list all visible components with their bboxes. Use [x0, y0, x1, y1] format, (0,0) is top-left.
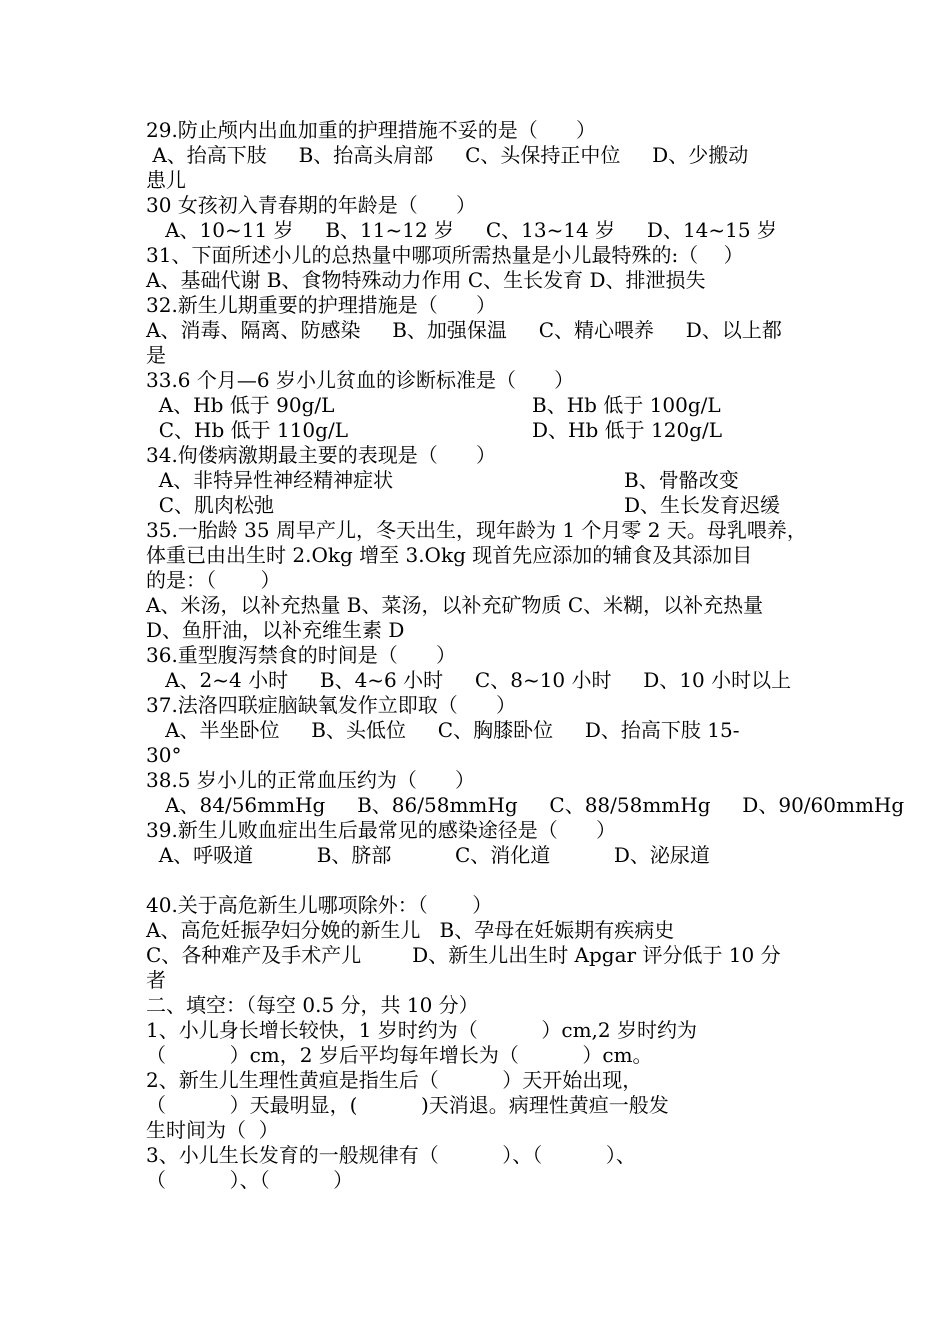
option-line: 30°	[146, 743, 182, 767]
option-text: C、肌肉松弛	[146, 493, 275, 517]
question-stem: 31、下面所述小儿的总热量中哪项所需热量是小儿最特殊的:（ ）	[146, 243, 744, 267]
fill-blank-line: 2、新生儿生理性黄疸是指生后（ ）天开始出现，	[146, 1068, 643, 1092]
fill-blank-line: （ ）cm，2 岁后平均每年增长为（ ）cm。	[146, 1043, 653, 1067]
option-text: B、Hb 低于 100g/L	[532, 393, 721, 417]
spacer	[146, 868, 826, 893]
question-stem: 36.重型腹泻禁食的时间是（ ）	[146, 643, 456, 667]
question-stem: 29.防止颅内出血加重的护理措施不妥的是（ ）	[146, 118, 596, 142]
question-stem: 40.关于高危新生儿哪项除外：（ ）	[146, 893, 493, 917]
section-heading: 二、填空：（每空 0.5 分，共 10 分）	[146, 993, 479, 1017]
option-text: D、Hb 低于 120g/L	[532, 418, 722, 442]
option-text: D、生长发育迟缓	[624, 493, 781, 517]
fill-blank-line: 3、小儿生长发育的一般规律有（ ）、（ ）、	[146, 1143, 636, 1167]
option-line: A、高危妊振孕妇分娩的新生儿 B、孕母在妊娠期有疾病史	[146, 918, 675, 942]
question-stem: 34.佝偻病激期最主要的表现是（ ）	[146, 443, 496, 467]
option-line: A、10~11 岁 B、11~12 岁 C、13~14 岁 D、14~15 岁	[146, 218, 777, 242]
option-row	[146, 493, 826, 518]
option-line: A、半坐卧位 B、头低位 C、胸膝卧位 D、抬高下肢 15-	[146, 718, 740, 742]
fill-blank-line: 生时间为（ ）	[146, 1118, 279, 1142]
option-line: 者	[146, 968, 166, 992]
question-stem: 33.6 个月—6 岁小儿贫血的诊断标准是（ ）	[146, 368, 575, 392]
option-line: A、抬高下肢 B、抬高头肩部 C、头保持正中位 D、少搬动	[146, 143, 749, 167]
fill-blank-line: （ ）、（ ）	[146, 1168, 354, 1192]
document-page	[146, 118, 905, 1193]
option-text: C、Hb 低于 110g/L	[146, 418, 348, 442]
option-line: 是	[146, 343, 166, 367]
option-line: A、2~4 小时 B、4~6 小时 C、8~10 小时 D、10 小时以上	[146, 668, 792, 692]
option-text: A、Hb 低于 90g/L	[146, 393, 335, 417]
option-row	[146, 393, 826, 418]
question-stem: 35.一胎龄 35 周早产儿，冬天出生，现年龄为 1 个月零 2 天。母乳喂养，	[146, 518, 807, 542]
option-text: A、非特异性神经精神症状	[146, 468, 394, 492]
option-line: 的是：（ ）	[146, 568, 281, 592]
option-line: A、消毒、隔离、防感染 B、加强保温 C、精心喂养 D、以上都	[146, 318, 782, 342]
fill-blank-line: 1、小儿身长增长较快，1 岁时约为（ ）cm,2 岁时约为	[146, 1018, 697, 1042]
option-line: A、米汤，以补充热量 B、菜汤，以补充矿物质 C、米糊，以补充热量	[146, 593, 764, 617]
option-line: 患儿	[146, 168, 186, 192]
fill-blank-line: （ ）天最明显，( )天消退。病理性黄疸一般发	[146, 1093, 669, 1117]
option-line: A、基础代谢 B、食物特殊动力作用 C、生长发育 D、排泄损失	[146, 268, 706, 292]
option-line: C、各种难产及手术产儿 D、新生儿出生时 Apgar 评分低于 10 分	[146, 943, 781, 967]
option-line: 体重已由出生时 2.Okg 增至 3.Okg 现首先应添加的辅食及其添加目	[146, 543, 753, 567]
option-text: B、骨骼改变	[624, 468, 739, 492]
question-stem: 37.法洛四联症脑缺氧发作立即取（ ）	[146, 693, 516, 717]
question-stem: 30 女孩初入青春期的年龄是（ ）	[146, 193, 476, 217]
option-row	[146, 468, 826, 493]
option-line: D、鱼肝油，以补充维生素 D	[146, 618, 405, 642]
option-line: A、呼吸道 B、脐部 C、消化道 D、泌尿道	[146, 843, 710, 867]
question-stem: 32.新生儿期重要的护理措施是（ ）	[146, 293, 496, 317]
question-stem: 38.5 岁小儿的正常血压约为（ ）	[146, 768, 476, 792]
option-line: A、84/56mmHg B、86/58mmHg C、88/58mmHg D、90/60mmHg	[146, 793, 905, 817]
option-row	[146, 418, 826, 443]
question-stem: 39.新生儿败血症出生后最常见的感染途径是（ ）	[146, 818, 616, 842]
